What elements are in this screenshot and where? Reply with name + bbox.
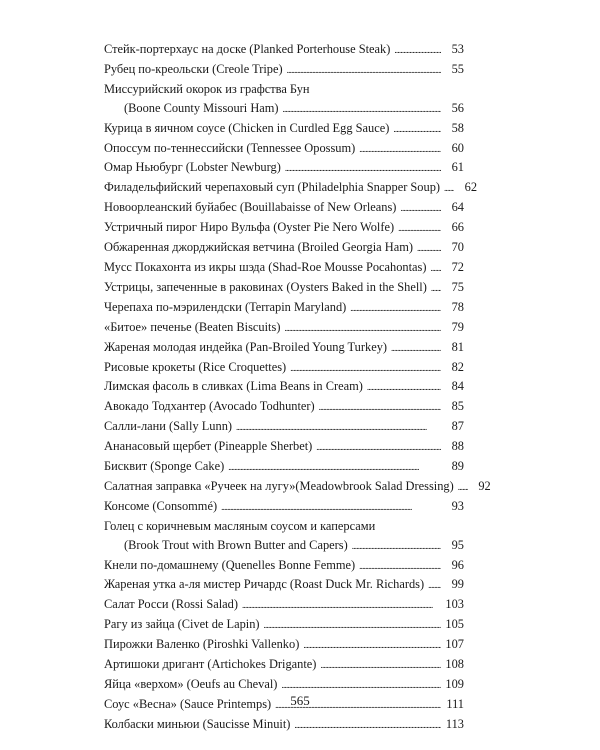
entry-page: 109 [445, 677, 464, 691]
toc-entry [104, 517, 464, 556]
dot-leader [458, 477, 468, 497]
dot-leader [242, 595, 441, 615]
entry-page: 64 [451, 200, 464, 215]
dot-leader [398, 218, 441, 238]
entry-title: Филадельфийский черепаховый суп (Philadelphia Snapper Soup) [104, 180, 441, 195]
dot-leader [294, 715, 441, 735]
dot-leader [350, 298, 441, 318]
toc-entry [104, 158, 464, 178]
entry-title-continuation: (Boone County Missouri Ham) [124, 100, 279, 115]
dot-leader [431, 258, 441, 278]
entry-title: Колбаски миньюи (Saucisse Minuit) [104, 716, 291, 731]
dot-leader [283, 99, 441, 119]
dot-leader [281, 675, 441, 695]
toc-entry [104, 218, 464, 238]
entry-page: 105 [445, 617, 464, 632]
entry-page: 107 [445, 637, 464, 652]
entry-page: 95 [451, 537, 464, 552]
entry-page: 72 [451, 259, 464, 274]
dot-leader [319, 397, 441, 417]
toc-entry [104, 318, 464, 338]
entry-page: 66 [451, 220, 464, 235]
entry-title: Стейк-портерхаус на доске (Planked Porterhouse Steak) [104, 42, 391, 56]
entry-title: Пирожки Валенко (Piroshki Vallenko) [104, 637, 300, 652]
entry-title: Устричный пирог Ниро Вульфа (Oyster Pie Nero Wolfe) [104, 220, 395, 235]
dot-leader [428, 575, 441, 595]
toc-entry [104, 338, 464, 358]
entry-title: Мусс Покахонта из икры шэда (Shad-Roe Mousse Pocahontas) [104, 259, 427, 274]
dot-leader [367, 377, 441, 397]
entry-page: 55 [451, 61, 464, 76]
entry-title: Опоссум по-теннессийски (Tennessee Opossum) [104, 140, 356, 155]
entry-page: 96 [451, 557, 464, 572]
entry-page: 82 [451, 359, 464, 374]
entry-page: 58 [451, 120, 464, 135]
toc-entry [104, 377, 464, 397]
toc-entry [104, 556, 464, 576]
toc-entry [104, 298, 464, 318]
entry-page: 111 [446, 696, 464, 711]
dot-leader [444, 178, 454, 198]
toc-entry [104, 278, 464, 298]
entry-title: Омар Ньюбург (Lobster Newburg) [104, 160, 281, 175]
toc-entry [104, 397, 464, 417]
entry-title: Жареная утка а-ля мистер Ричардс (Roast Duck Mr. Richards) [104, 577, 425, 592]
entry-title: Голец с коричневым масляным соусом и каперсами [104, 518, 376, 533]
entry-page: 75 [451, 279, 464, 294]
toc-entry [104, 139, 464, 159]
entry-page: 78 [451, 299, 464, 314]
entry-page: 81 [451, 339, 464, 354]
dot-leader [394, 40, 441, 60]
dot-leader [431, 278, 441, 298]
entry-page: 56 [451, 100, 464, 115]
dot-leader [320, 655, 441, 675]
entry-page: 60 [451, 140, 464, 155]
dot-leader [303, 635, 441, 655]
entry-page: 99 [451, 577, 464, 592]
toc-entry [104, 60, 464, 80]
toc-entry [104, 238, 464, 258]
entry-page: 84 [451, 379, 464, 394]
entry-title: Бисквит (Sponge Cake) [104, 459, 225, 474]
toc-entry [104, 178, 478, 198]
entry-title: Устрицы, запеченные в раковинах (Oysters Baked in the Shell) [104, 279, 427, 294]
page-number: 565 [290, 693, 310, 708]
entry-page: 53 [451, 42, 464, 56]
entry-page: 93 [451, 498, 464, 513]
entry-page: 113 [445, 716, 464, 731]
dot-leader [400, 198, 441, 218]
entry-title: Лимская фасоль в сливках (Lima Beans in Cream) [104, 379, 363, 394]
toc-entry [104, 198, 464, 218]
entry-title: Обжаренная джорджийская ветчина (Broiled Georgia Ham) [104, 240, 413, 255]
dot-leader [352, 536, 441, 556]
dot-leader [316, 437, 441, 457]
entry-page: 61 [451, 160, 464, 175]
entry-title: Яйца «верхом» (Oeufs au Cheval) [104, 677, 278, 691]
dot-leader [290, 358, 441, 378]
toc-entry [104, 477, 491, 497]
entry-page: 79 [451, 319, 464, 334]
dot-leader [228, 457, 441, 477]
entry-title: Салатная заправка «Ручеек на лугу»(Meadowbrook Salad Dressing) [104, 478, 454, 493]
dot-leader [264, 615, 441, 635]
dot-leader [393, 119, 441, 139]
entry-page: 62 [464, 180, 478, 195]
toc-entry [104, 417, 464, 437]
dot-leader [236, 417, 441, 437]
entry-title: Артишоки дригант (Artichokes Drigante) [104, 657, 317, 672]
dot-leader [284, 318, 441, 338]
toc-entry [104, 119, 464, 139]
entry-page: 88 [451, 439, 464, 454]
entry-page: 108 [445, 657, 464, 672]
entry-title: Рисовые крокеты (Rice Croquettes) [104, 359, 287, 374]
entry-page: 89 [451, 459, 464, 474]
entry-title: Миссурийский окорок из графства Бун [104, 81, 310, 96]
entry-page: 92 [478, 478, 491, 493]
dot-leader [417, 238, 441, 258]
toc-entry [104, 575, 464, 595]
entry-title: Черепаха по-мэрилендски (Terrapin Maryland) [104, 299, 347, 314]
toc-entry [104, 595, 464, 615]
entry-title: Кнели по-домашнему (Quenelles Bonne Femme) [104, 557, 356, 572]
entry-title: Салат Росси (Rossi Salad) [104, 597, 238, 612]
toc-entry [104, 40, 464, 60]
toc-entry [104, 715, 464, 735]
entry-page: 103 [445, 597, 464, 612]
entry-title: Жареная молодая индейка (Pan-Broiled Young Turkey) [104, 339, 388, 354]
toc-entry [104, 675, 464, 695]
toc-entry [104, 437, 464, 457]
toc-entry [104, 80, 464, 119]
dot-leader [287, 60, 441, 80]
toc-entry [104, 258, 464, 278]
toc-entry [104, 497, 464, 517]
entry-title: «Битое» печенье (Beaten Biscuits) [104, 319, 281, 334]
toc-entry [104, 358, 464, 378]
dot-leader [221, 497, 441, 517]
dot-leader [359, 139, 441, 159]
toc-entry [104, 655, 464, 675]
entry-title-continuation: (Brook Trout with Brown Butter and Capers) [124, 537, 348, 552]
table-of-contents [104, 40, 491, 735]
toc-entry [104, 635, 464, 655]
toc-entry [104, 457, 464, 477]
entry-title: Рагу из зайца (Civet de Lapin) [104, 617, 260, 632]
entry-title: Курица в яичном соусе (Chicken in Curdled Egg Sauce) [104, 120, 390, 135]
entry-title: Авокадо Тодхантер (Avocado Todhunter) [104, 399, 315, 414]
entry-title: Рубец по-креольски (Creole Tripe) [104, 61, 283, 76]
toc-entry [104, 615, 464, 635]
entry-page: 70 [451, 240, 464, 255]
entry-title: Салли-лани (Sally Lunn) [104, 419, 233, 434]
dot-leader [359, 556, 441, 576]
entry-page: 87 [451, 419, 464, 434]
entry-title: Ананасовый щербет (Pineapple Sherbet) [104, 439, 313, 454]
entry-title: Консоме (Consommé) [104, 498, 218, 513]
dot-leader [285, 158, 441, 178]
entry-title: Соус «Весна» (Sauce Printemps) [104, 696, 272, 711]
entry-page: 85 [451, 399, 464, 414]
dot-leader [391, 338, 441, 358]
entry-title: Новоорлеанский буйабес (Bouillabaisse of New Orleans) [104, 200, 397, 215]
